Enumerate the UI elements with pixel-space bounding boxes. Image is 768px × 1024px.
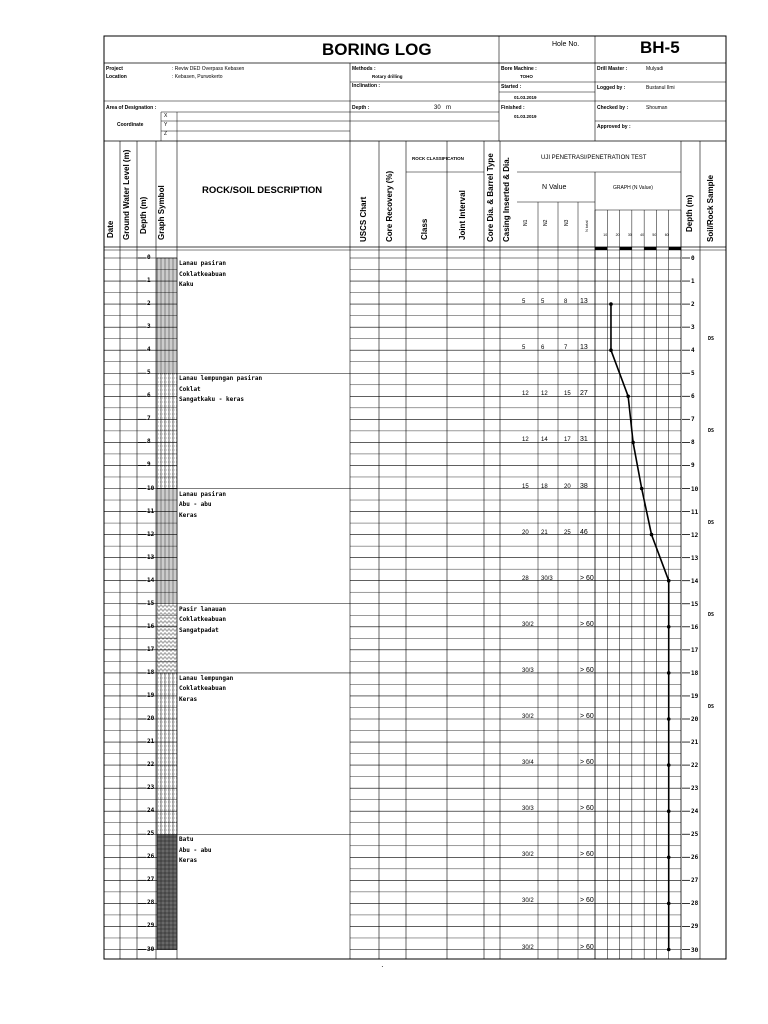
description-column-header: ROCK/SOIL DESCRIPTION <box>202 185 323 196</box>
n-value-header: N Value <box>542 184 567 191</box>
graph-tick-label: 60 <box>664 233 669 237</box>
layer-description: Batu <box>179 836 194 844</box>
n-value-point <box>667 809 671 813</box>
layer-description: Pasir lanauan <box>179 605 226 613</box>
spt-n1: 30/2 <box>522 714 534 720</box>
project-value: : Reviw DED Overpass Kebasen <box>172 66 245 72</box>
depth-label: 15 <box>147 599 155 607</box>
area-label: Area of Designation : <box>106 105 157 111</box>
depth-label: 8 <box>147 438 151 446</box>
logged-by-value: Bustanul Ilmi <box>646 85 675 91</box>
checked-by-value: Shouman <box>646 105 668 111</box>
n-value-point <box>667 902 671 906</box>
depth-right-label: 29 <box>691 923 699 931</box>
depth-right-label: 28 <box>691 900 699 908</box>
depth-label: 30 <box>147 945 155 953</box>
depth-label: 25 <box>147 830 155 838</box>
spt-n-total: > 60 <box>580 805 594 813</box>
depth-right-label: 25 <box>691 831 699 839</box>
spt-n1: 12 <box>522 437 529 444</box>
depth-right-label: 12 <box>691 531 699 539</box>
joint-interval-column-header: Joint Interval <box>458 190 467 240</box>
depth-label: 6 <box>147 392 151 400</box>
footer-mark: · <box>381 962 384 971</box>
layer-description: Sangatkaku - keras <box>179 396 245 404</box>
n-value-point <box>609 302 613 306</box>
depth-right-label: 22 <box>691 762 699 770</box>
core-dia-column-header: Core Dia. & Barrel Type <box>486 153 495 242</box>
logged-by-label: Logged by : <box>597 85 626 91</box>
spt-n2: 14 <box>541 437 548 444</box>
depth-right-label: 27 <box>691 877 699 885</box>
layer-description: Abu - abu <box>179 501 212 508</box>
depth-right-column-header: Depth (m) <box>685 194 694 232</box>
spt-n-total: > 60 <box>580 897 594 905</box>
bore-machine-value: TOHO <box>520 74 533 79</box>
spt-n3: 20 <box>564 483 571 490</box>
depth-label: 10 <box>147 484 155 492</box>
depth-right-label: 26 <box>691 854 699 862</box>
spt-n2: 21 <box>541 529 548 536</box>
depth-label: 24 <box>147 807 155 815</box>
date-column-header: Date <box>106 220 115 238</box>
layer-description: Keras <box>179 695 198 703</box>
spt-n3: 25 <box>564 529 571 536</box>
layer-description: Coklat <box>179 385 201 393</box>
n-value-point <box>667 579 671 583</box>
depth-right-label: 4 <box>691 347 695 355</box>
layer-description: Keras <box>179 511 198 519</box>
sample-label: DS <box>708 704 715 711</box>
depth-right-label: 10 <box>691 485 699 493</box>
finished-value: 01.03.2019 <box>514 114 537 119</box>
spt-n2: 12 <box>541 391 548 398</box>
graph-scale-bar <box>669 247 681 250</box>
sample-column-header: Soil/Rock Sample <box>706 174 715 242</box>
graph-scale-bar <box>620 247 632 250</box>
n-value-point <box>667 856 671 860</box>
bore-machine-label: Bore Machine : <box>501 66 537 72</box>
depth-right-label: 5 <box>691 370 695 378</box>
layer-description: Keras <box>179 857 198 865</box>
core-recovery-column-header: Core Recovery (%) <box>385 170 394 242</box>
depth-right-label: 20 <box>691 716 699 723</box>
layer-description: Lanau pasiran <box>179 260 226 267</box>
spt-n-total: 38 <box>580 482 588 490</box>
n-value-point <box>631 441 635 445</box>
depth-label: 26 <box>147 853 155 861</box>
depth-right-label: 9 <box>691 462 695 470</box>
layer-description: Coklatkeabuan <box>179 616 226 624</box>
started-label: Started : <box>501 84 522 90</box>
spt-n3: 17 <box>564 437 571 444</box>
graph-scale-bar <box>644 247 656 250</box>
spt-n-total: > 60 <box>580 851 594 859</box>
graph-symbol-silt <box>157 258 177 373</box>
spt-n2: 30/3 <box>541 575 553 582</box>
spt-title: UJI PENETRASI/PENETRATION TEST <box>541 155 647 161</box>
spt-n-total: 13 <box>580 298 588 306</box>
coord-x: X <box>164 113 168 119</box>
spt-n-total: > 60 <box>580 666 594 674</box>
spt-n-total: 13 <box>580 344 588 352</box>
graph-symbol-rock <box>157 834 177 949</box>
graph-tick-label: 20 <box>615 233 620 237</box>
spt-n-total: 31 <box>580 436 588 444</box>
depth-right-label: 24 <box>691 808 699 816</box>
casing-column-header: Casing Inserted & Dia. <box>502 157 511 242</box>
rock-classification-header: ROCK CLASSIFICATION <box>412 156 464 161</box>
hole-no: BH-5 <box>640 38 680 57</box>
depth-label: 4 <box>147 346 151 354</box>
depth-right-label: 11 <box>691 508 699 516</box>
spt-n1: 30/3 <box>522 806 534 813</box>
depth-label: 28 <box>147 899 155 907</box>
graph-scale-bar <box>595 247 607 250</box>
n-value-point <box>667 625 671 629</box>
sample-label: DS <box>708 520 715 527</box>
depth-label: 5 <box>147 369 151 377</box>
depth-label: 9 <box>147 461 151 469</box>
n-value-point <box>667 948 671 952</box>
depth-label: 21 <box>147 738 155 746</box>
depth-right-label: 15 <box>691 600 699 608</box>
depth-label: 18 <box>147 668 155 676</box>
class-column-header: Class <box>420 218 429 240</box>
spt-n1: 30/2 <box>522 621 534 628</box>
n-value-point <box>667 671 671 675</box>
depth-label: 17 <box>147 645 155 653</box>
depth-label: 1 <box>147 277 151 285</box>
layer-description: Coklatkeabuan <box>179 270 226 278</box>
location-value: : Kebasen, Purwokerto <box>172 74 223 80</box>
depth-right-label: 1 <box>691 278 695 286</box>
layer-description: Coklatkeabuan <box>179 685 226 693</box>
depth-label: 22 <box>147 761 155 769</box>
coordinate-label: Coordinate <box>117 122 144 128</box>
layer-description: Lanau lempungan pasiran <box>179 375 263 383</box>
depth-right-label: 0 <box>691 255 695 262</box>
spt-n-total: 46 <box>580 528 588 536</box>
depth-right-label: 16 <box>691 623 699 631</box>
n-value-point <box>609 348 613 352</box>
layer-description: Abu - abu <box>179 846 212 854</box>
depth-right-label: 8 <box>691 439 695 447</box>
n2-header: N2 <box>543 219 549 226</box>
spt-n1: 30/2 <box>522 898 534 905</box>
depth-label: 20 <box>147 715 155 722</box>
graph-tick-label: 50 <box>652 233 657 237</box>
depth-right-label: 21 <box>691 739 699 747</box>
n-value-point <box>626 395 630 399</box>
depth-column-header: Depth (m) <box>139 196 148 234</box>
drill-master-label: Drill Master : <box>597 66 628 72</box>
spt-n1: 12 <box>522 391 529 398</box>
sample-label: DS <box>708 335 715 342</box>
depth-label: 11 <box>147 507 155 515</box>
layer-description: Lanau pasiran <box>179 490 226 498</box>
depth-label: 27 <box>147 876 155 884</box>
depth-right-label: 2 <box>691 301 695 309</box>
depth-right-label: 17 <box>691 646 699 654</box>
graph-n-header: GRAPH (N Value) <box>613 185 653 191</box>
spt-n-total: 27 <box>580 390 588 398</box>
sample-label: DS <box>708 612 715 619</box>
depth-right-label: 19 <box>691 692 699 700</box>
spt-n3: 7 <box>564 345 568 352</box>
depth-label: 29 <box>147 922 155 930</box>
n-value-point <box>640 487 644 491</box>
depth-right-label: 14 <box>691 577 699 585</box>
layer-description: Kaku <box>179 281 194 288</box>
depth-label: 19 <box>147 691 155 699</box>
depth-label: 0 <box>147 254 151 261</box>
spt-n-total: > 60 <box>580 713 594 720</box>
depth-label: 3 <box>147 323 151 331</box>
n-total-header: N total <box>584 220 589 232</box>
sample-label: DS <box>708 427 715 434</box>
n3-header: N3 <box>564 219 570 226</box>
depth-right-label: 7 <box>691 416 695 424</box>
depth-label: 23 <box>147 784 155 792</box>
n-value-point <box>650 533 654 537</box>
spt-n1: 5 <box>522 299 526 306</box>
spt-n1: 28 <box>522 575 529 582</box>
spt-n-total: > 60 <box>580 943 594 951</box>
graph-tick-label: 30 <box>627 233 632 237</box>
methods-value: Rotary drilling <box>372 74 403 79</box>
uscs-column-header: USCS Chart <box>359 196 368 242</box>
spt-n2: 5 <box>541 299 545 306</box>
drill-master-value: Mulyadi <box>646 66 664 72</box>
depth-label: 16 <box>147 622 155 630</box>
layer-description: Sangatpadat <box>179 626 219 634</box>
spt-n2: 18 <box>541 483 548 490</box>
coord-y: Y <box>164 122 168 128</box>
inclination-label: Inclination : <box>352 83 381 89</box>
graph-symbol-silt <box>157 489 177 604</box>
spt-n1: 30/3 <box>522 667 534 674</box>
methods-label: Methods : <box>352 66 376 72</box>
n-value-point <box>667 717 671 721</box>
graph-symbol-clayey-silt <box>157 373 177 488</box>
spt-n3: 8 <box>564 299 568 306</box>
spt-n1: 20 <box>522 529 529 536</box>
page-title: BORING LOG <box>322 40 432 59</box>
depth-right-label: 18 <box>691 669 699 677</box>
coord-z: Z <box>164 131 168 137</box>
graph-tick-label: 40 <box>640 233 645 237</box>
spt-n-total: > 60 <box>580 759 594 767</box>
spt-n1: 30/2 <box>522 944 534 951</box>
finished-label: Finished : <box>501 105 525 111</box>
spt-n1: 30/4 <box>522 760 534 767</box>
depth-label: 2 <box>147 300 151 308</box>
spt-n3: 15 <box>564 391 571 398</box>
spt-n1: 5 <box>522 345 526 352</box>
spt-n-total: > 60 <box>580 620 594 628</box>
depth-right-label: 13 <box>691 554 699 562</box>
depth-label: 13 <box>147 553 155 561</box>
depth-right-label: 6 <box>691 393 695 401</box>
location-label: Location <box>106 74 127 80</box>
project-label: Project <box>106 66 123 72</box>
spt-n2: 6 <box>541 345 545 352</box>
hole-no-label: Hole No. <box>552 41 580 48</box>
depth-label: 7 <box>147 415 151 423</box>
spt-n1: 30/2 <box>522 852 534 859</box>
graph-symbol-sand <box>157 604 177 673</box>
graph-symbol-column-header: Graph Symbol <box>157 185 166 240</box>
n-value-point <box>667 763 671 767</box>
depth-label: Depth : <box>352 105 370 111</box>
depth-right-label: 3 <box>691 324 695 332</box>
spt-n-total: > 60 <box>580 574 594 582</box>
depth-label: 14 <box>147 576 155 584</box>
sheet-frame <box>104 36 726 959</box>
depth-value: 30 <box>434 105 441 111</box>
approved-by-label: Approved by : <box>597 124 631 130</box>
graph-tick-label: 10 <box>603 233 608 237</box>
n1-header: N1 <box>523 219 529 226</box>
depth-unit: m <box>446 105 451 111</box>
depth-label: 12 <box>147 530 155 538</box>
spt-n1: 15 <box>522 483 529 490</box>
started-value: 01.03.2019 <box>514 95 537 100</box>
depth-right-label: 23 <box>691 785 699 793</box>
graph-symbol-clayey-silt <box>157 673 177 834</box>
depth-right-label: 30 <box>691 946 699 954</box>
layer-description: Lanau lempungan <box>179 674 234 682</box>
checked-by-label: Checked by : <box>597 105 629 111</box>
gwl-column-header: Ground Water Level (m) <box>122 149 131 240</box>
